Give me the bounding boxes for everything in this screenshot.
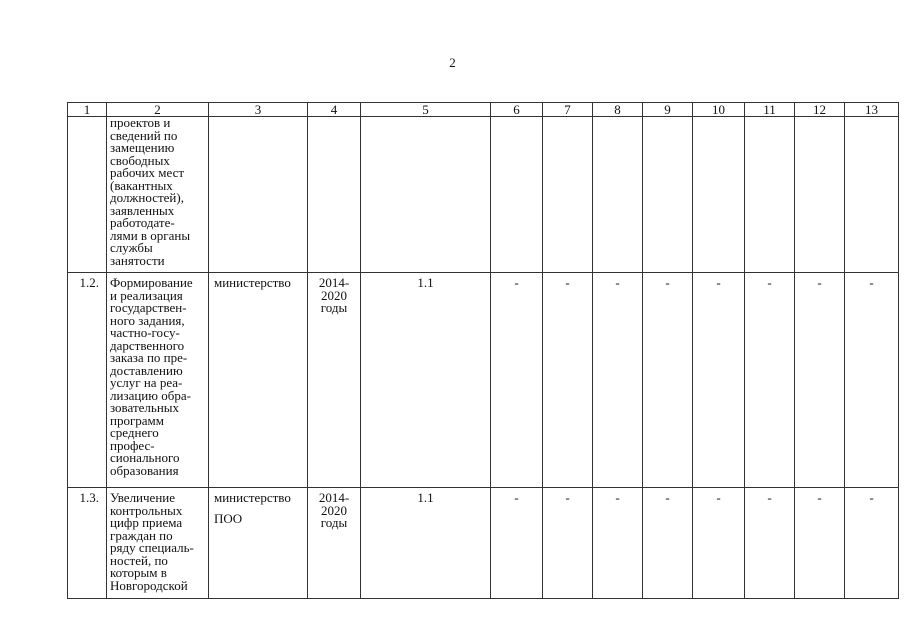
name-line: свободных — [110, 152, 170, 168]
value-cell: - — [693, 488, 745, 599]
value-cell: - — [593, 273, 643, 488]
period-line: годы — [320, 515, 348, 530]
value-cell: - — [643, 273, 693, 488]
column-header: 9 — [643, 103, 693, 117]
item-number: 1.2. — [68, 273, 107, 488]
name-line: лизацию обра- — [110, 387, 191, 403]
period-line: 2020 — [321, 287, 347, 303]
value-cell — [745, 117, 795, 273]
column-header: 12 — [795, 103, 845, 117]
name-line: (вакантных — [110, 177, 173, 193]
name-line: зовательных — [110, 400, 180, 415]
indicator-ref — [361, 117, 491, 273]
value-cell: - — [845, 273, 899, 488]
period — [308, 488, 361, 599]
table-row — [68, 488, 899, 599]
value-cell — [643, 117, 693, 273]
name-line: ряду специаль- — [110, 540, 194, 555]
name-line: замещению — [110, 140, 175, 155]
name-line: проектов и — [110, 115, 171, 130]
table-row — [68, 117, 899, 273]
name-line: сионального — [110, 450, 180, 465]
value-cell: - — [845, 488, 899, 599]
executor — [209, 488, 308, 599]
column-header: 6 — [491, 103, 543, 117]
page-number: 2 — [449, 55, 456, 70]
column-header: 8 — [593, 103, 643, 117]
name-line: услуг на реа- — [110, 375, 183, 390]
name-line: граждан по — [110, 527, 173, 543]
executor — [209, 273, 308, 488]
name-line: Формирование — [110, 275, 193, 290]
value-cell: - — [543, 273, 593, 488]
value-cell — [795, 117, 845, 273]
table-row — [68, 273, 899, 488]
name-line: профес- — [110, 437, 155, 453]
indicator-ref: 1.1 — [361, 273, 491, 488]
value-cell: - — [643, 488, 693, 599]
name-line: службы — [110, 240, 153, 255]
period — [308, 117, 361, 273]
name-line: ностей, по — [110, 552, 168, 568]
name-line: рабочих мест — [110, 165, 185, 180]
column-header: 5 — [361, 103, 491, 117]
value-cell — [593, 117, 643, 273]
program-table — [67, 102, 899, 599]
name-line: Увеличение — [110, 490, 176, 505]
name-line: Новгородской — [110, 577, 188, 593]
name-line: и реализация — [110, 287, 183, 303]
period — [308, 273, 361, 488]
name-line: заявленных — [110, 202, 175, 218]
item-name — [107, 117, 209, 273]
value-cell: - — [795, 273, 845, 488]
column-number-row — [68, 103, 899, 117]
executor-line: министерство — [214, 490, 291, 505]
item-name — [107, 488, 209, 599]
column-header: 2 — [107, 103, 209, 117]
name-line: ного задания, — [110, 312, 185, 328]
name-line: дарственного — [110, 337, 185, 353]
column-header: 4 — [308, 103, 361, 117]
value-cell — [693, 117, 745, 273]
name-line: образования — [110, 462, 179, 478]
period-line: 2014- — [318, 490, 350, 505]
value-cell — [491, 117, 543, 273]
name-line: лями в органы — [110, 227, 191, 243]
period-line: 2014- — [318, 275, 350, 290]
name-line: частно-госу- — [110, 325, 180, 340]
value-cell: - — [745, 273, 795, 488]
column-header: 7 — [543, 103, 593, 117]
period-line: 2020 — [321, 502, 347, 518]
executor-line: министерство — [214, 275, 291, 290]
period-line: годы — [320, 300, 348, 315]
column-header: 3 — [209, 103, 308, 117]
value-cell: - — [593, 488, 643, 599]
executor — [209, 117, 308, 273]
item-name — [107, 273, 209, 488]
name-line: сведений по — [110, 127, 178, 143]
value-cell — [845, 117, 899, 273]
value-cell: - — [745, 488, 795, 599]
column-header: 10 — [693, 103, 745, 117]
name-line: работодате- — [110, 215, 175, 230]
name-line: которым в — [110, 565, 167, 580]
name-line: заказа по пре- — [110, 350, 188, 365]
name-line: контрольных — [110, 502, 183, 518]
item-number: 1.3. — [68, 488, 107, 599]
name-line: среднего — [110, 425, 159, 440]
executor-line: ПОО — [214, 510, 243, 526]
name-line: государствен- — [110, 300, 187, 315]
value-cell: - — [543, 488, 593, 599]
value-cell: - — [693, 273, 745, 488]
name-line: цифр приема — [110, 515, 183, 530]
name-line: занятости — [110, 252, 165, 268]
column-header: 13 — [845, 103, 899, 117]
value-cell — [543, 117, 593, 273]
indicator-ref: 1.1 — [361, 488, 491, 599]
value-cell: - — [795, 488, 845, 599]
name-line: доставлению — [110, 362, 183, 378]
item-number — [68, 117, 107, 273]
name-line: должностей), — [110, 190, 184, 205]
column-header: 1 — [68, 103, 107, 117]
name-line: программ — [110, 412, 165, 428]
column-header: 11 — [745, 103, 795, 117]
value-cell: - — [491, 273, 543, 488]
value-cell: - — [491, 488, 543, 599]
